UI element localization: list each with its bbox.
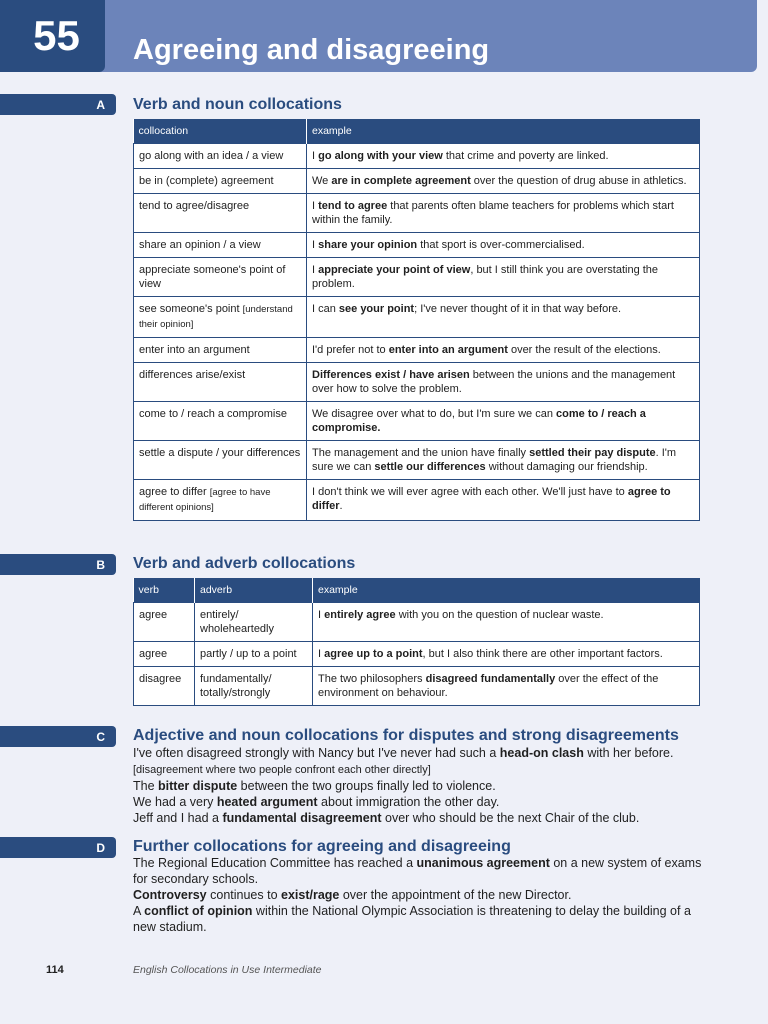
table-row: [134, 667, 700, 706]
table-row: [134, 603, 700, 642]
example-cell: I appreciate your point of view, but I still think you are overstating the problem.: [307, 258, 700, 297]
section-d-title: Further collocations for agreeing and disagreeing: [133, 838, 511, 855]
example-cell: I can see your point; I've never thought of it in that way before.: [307, 297, 700, 338]
text-line: Jeff and I had a fundamental disagreement over who should be the next Chair of the club.: [133, 811, 640, 825]
table-row: [134, 258, 700, 297]
section-c-tab: C: [0, 726, 116, 747]
adverb-cell: fundamentally/ totally/strongly: [195, 667, 313, 706]
collocation-cell: settle a dispute / your differences: [134, 441, 307, 480]
verb-cell: disagree: [134, 667, 195, 706]
section-a-tab: A: [0, 94, 116, 115]
table-row: [134, 402, 700, 441]
verb-noun-table: [133, 119, 700, 521]
text-line: We had a very heated argument about immigration the other day.: [133, 795, 500, 809]
section-b-tab: B: [0, 554, 116, 575]
text-line: Controversy continues to exist/rage over the appointment of the new Director.: [133, 888, 572, 902]
table-row: [134, 363, 700, 402]
section-d-text: [133, 855, 708, 935]
table-row: [134, 480, 700, 521]
adverb-cell: partly / up to a point: [195, 642, 313, 667]
table-row: [134, 194, 700, 233]
example-cell: I share your opinion that sport is over-commercialised.: [307, 233, 700, 258]
example-cell: I don't think we will ever agree with each other. We'll just have to agree to differ.: [307, 480, 700, 521]
table-row: [134, 297, 700, 338]
text-line: I've often disagreed strongly with Nancy but I've never had such a head-on clash with her before.: [133, 746, 674, 760]
example-cell: I go along with your view that crime and poverty are linked.: [307, 144, 700, 169]
example-cell: We are in complete agreement over the question of drug abuse in athletics.: [307, 169, 700, 194]
text-line: [disagreement where two people confront each other directly]: [133, 764, 431, 776]
column-header: example: [313, 578, 700, 603]
verb-adverb-table: [133, 578, 700, 706]
example-cell: I entirely agree with you on the question of nuclear waste.: [313, 603, 700, 642]
unit-number: 55: [0, 0, 105, 72]
page-number: 114: [46, 964, 64, 976]
collocation-cell: see someone's point [understand their opinion]: [134, 297, 307, 338]
example-cell: The management and the union have finally settled their pay dispute. I'm sure we can settle our differences without damaging our friendship.: [307, 441, 700, 480]
example-cell: I'd prefer not to enter into an argument over the result of the elections.: [307, 338, 700, 363]
table-row: [134, 441, 700, 480]
section-d-tab: D: [0, 837, 116, 858]
adverb-cell: entirely/ wholeheartedly: [195, 603, 313, 642]
collocation-cell: go along with an idea / a view: [134, 144, 307, 169]
verb-cell: agree: [134, 603, 195, 642]
collocation-cell: share an opinion / a view: [134, 233, 307, 258]
collocation-cell: tend to agree/disagree: [134, 194, 307, 233]
table-row: [134, 642, 700, 667]
text-line: A conflict of opinion within the National Olympic Association is threatening to delay the building of a new stadium.: [133, 904, 691, 934]
example-cell: I agree up to a point, but I also think there are other important factors.: [313, 642, 700, 667]
section-c-title: Adjective and noun collocations for disputes and strong disagreements: [133, 727, 679, 744]
section-a-title: Verb and noun collocations: [133, 96, 342, 113]
example-cell: We disagree over what to do, but I'm sure we can come to / reach a compromise.: [307, 402, 700, 441]
section-c-text: [133, 745, 708, 826]
example-cell: The two philosophers disagreed fundamentally over the effect of the environment on behaviour.: [313, 667, 700, 706]
text-line: The bitter dispute between the two groups finally led to violence.: [133, 779, 496, 793]
table-row: [134, 144, 700, 169]
collocation-cell: be in (complete) agreement: [134, 169, 307, 194]
verb-cell: agree: [134, 642, 195, 667]
table-row: [134, 169, 700, 194]
text-line: The Regional Education Committee has reached a unanimous agreement on a new system of exams for secondary schools.: [133, 856, 702, 886]
collocation-cell: differences arise/exist: [134, 363, 307, 402]
column-header: collocation: [134, 119, 307, 144]
table-row: [134, 338, 700, 363]
book-title: English Collocations in Use Intermediate: [133, 964, 322, 976]
column-header: adverb: [195, 578, 313, 603]
unit-header: [0, 0, 757, 72]
collocation-cell: agree to differ [agree to have different opinions]: [134, 480, 307, 521]
example-cell: Differences exist / have arisen between the unions and the management over how to solve the problem.: [307, 363, 700, 402]
collocation-cell: enter into an argument: [134, 338, 307, 363]
example-cell: I tend to agree that parents often blame teachers for problems which start within the family.: [307, 194, 700, 233]
table-row: [134, 233, 700, 258]
collocation-cell: come to / reach a compromise: [134, 402, 307, 441]
section-b-title: Verb and adverb collocations: [133, 555, 356, 572]
column-header: example: [307, 119, 700, 144]
collocation-cell: appreciate someone's point of view: [134, 258, 307, 297]
column-header: verb: [134, 578, 195, 603]
unit-title: Agreeing and disagreeing: [133, 34, 490, 66]
